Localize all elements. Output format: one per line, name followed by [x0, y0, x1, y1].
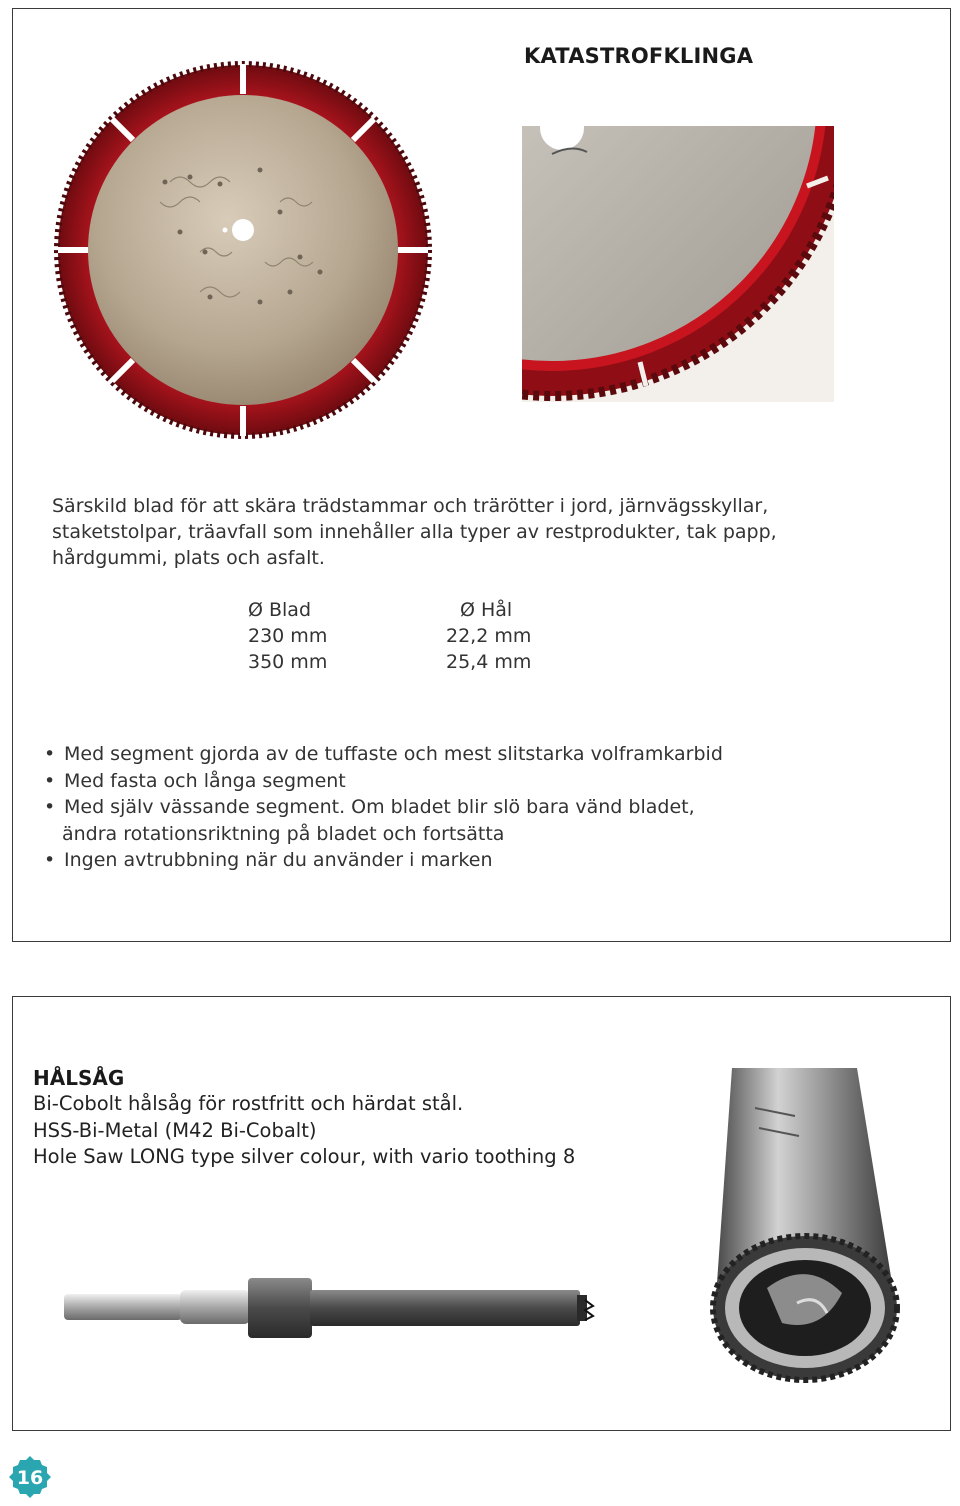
katastrofklinga-title: KATASTROFKLINGA — [524, 44, 754, 68]
katastrofklinga-description — [52, 493, 912, 571]
page-number: 16 — [16, 1467, 44, 1489]
spec-cell-hole: 25,4 mm — [446, 651, 532, 673]
feature-continuation: ändra rotationsriktning på bladet och fortsätta — [62, 822, 505, 845]
spec-table-row — [248, 649, 620, 675]
spec-header-blade-diameter: Ø Blad — [248, 599, 312, 621]
spec-cell-blade: 350 mm — [248, 651, 328, 673]
feature-text: Med segment gjorda av de tuffaste och mest slitstarka volframkarbid — [64, 743, 723, 765]
halsag-line: HSS-Bi-Metal (M42 Bi-Cobalt) — [33, 1118, 317, 1142]
feature-item — [44, 794, 723, 821]
halsag-title: HÅLSÅG — [33, 1066, 125, 1090]
intro-line: staketstolpar, träavfall som innehåller alla typer av restprodukter, tak papp, — [52, 521, 777, 543]
feature-text: Ingen avtrubbning när du använder i marken — [64, 849, 493, 871]
blade-photo-closeup — [522, 126, 834, 402]
spec-table-row — [248, 623, 620, 649]
feature-list — [44, 741, 723, 874]
spec-table — [248, 597, 620, 675]
spec-table-header — [248, 597, 620, 623]
feature-item — [44, 768, 723, 795]
halsag-description — [33, 1091, 575, 1171]
arbor-drill-photo — [32, 1222, 634, 1398]
feature-item — [44, 847, 723, 874]
spec-cell-hole: 22,2 mm — [446, 625, 532, 647]
spec-header-hole-diameter: Ø Hål — [460, 599, 513, 621]
feature-text: Med fasta och långa segment — [64, 769, 346, 792]
bullet-marker: • — [44, 796, 56, 818]
bullet-marker: • — [44, 849, 56, 871]
feature-item — [44, 741, 723, 768]
feature-text: Med själv vässande segment. Om bladet blir slö bara vänd bladet, — [64, 796, 695, 818]
spec-cell-blade: 230 mm — [248, 625, 328, 647]
blade-photo-front — [50, 52, 450, 452]
bullet-marker: • — [44, 743, 56, 765]
bullet-marker: • — [44, 769, 56, 792]
halsag-line: Bi-Cobolt hålsåg för rostfritt och härdat stål. — [33, 1092, 464, 1115]
halsag-line: Hole Saw LONG type silver colour, with vario toothing 8 — [33, 1145, 576, 1168]
intro-line: Särskild blad för att skära trädstammar och trärötter i jord, järnvägsskyllar, — [52, 495, 769, 517]
hole-saw-photo — [647, 1068, 923, 1400]
intro-line: hårdgummi, plats och asfalt. — [52, 547, 325, 569]
